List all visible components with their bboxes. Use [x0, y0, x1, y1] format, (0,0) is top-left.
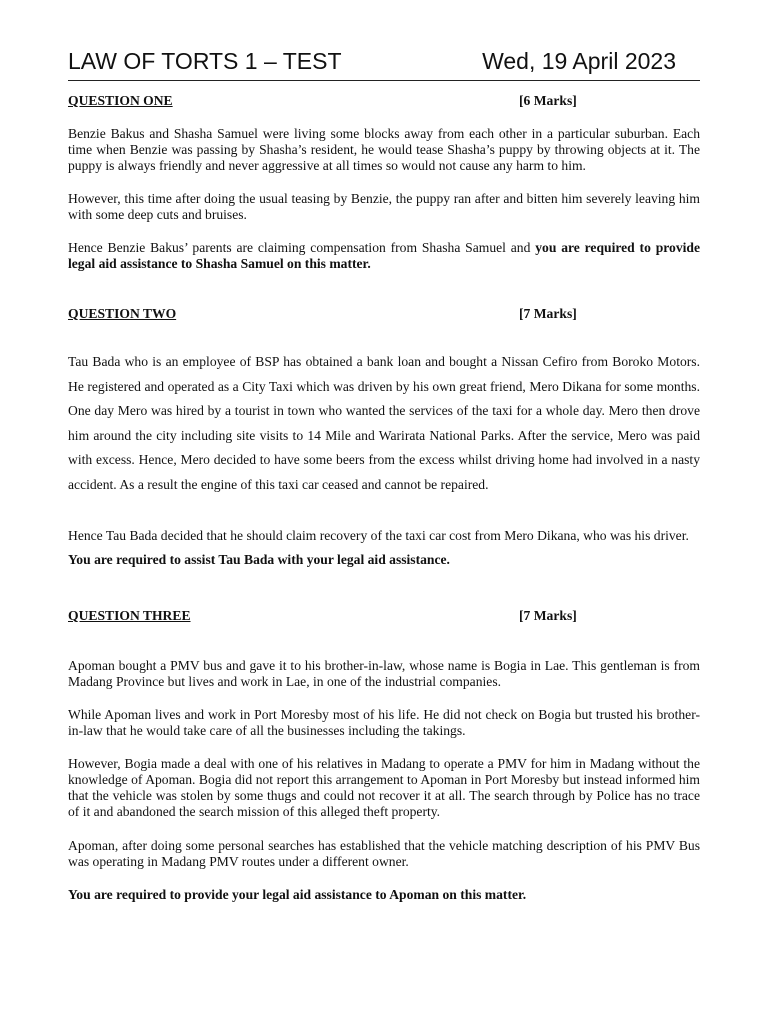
question-three-title: QUESTION THREE — [68, 608, 191, 623]
question-two-marks: [7 Marks] — [519, 306, 577, 321]
question-three-paragraph-2: While Apoman lives and work in Port Moresby most of his life. He did not check on Bogia but trusted his brother-in-law that he would take care of all the businesses including the takings. — [68, 707, 700, 738]
question-three-paragraph-1: Apoman bought a PMV bus and gave it to his brother-in-law, whose name is Bogia in Lae. This gentleman is from Madang Province but lives and work in Lae, in one of the industrial companies. — [68, 658, 700, 689]
question-three-paragraph-3: However, Bogia made a deal with one of his relatives in Madang to operate a PMV for him in Madang without the knowledge of Apoman. Bogia did not report this arrangement to Apoman in Port Moresby but instead informed him that the vehicle was stolen by some thugs and could not recover it at all. The search through by Police has no trace of it and abandoned the search mission of this alleged theft property. — [68, 756, 700, 819]
question-three-marks: [7 Marks] — [519, 608, 577, 623]
question-three-heading — [68, 608, 580, 624]
question-one-marks: [6 Marks] — [519, 93, 577, 108]
question-two-instruction: You are required to assist Tau Bada with your legal aid assistance. — [68, 552, 450, 567]
question-two-paragraph-2: Hence Tau Bada decided that he should claim recovery of the taxi car cost from Mero Dikana, who was his driver. — [68, 528, 689, 543]
question-one-instruction: you are required to provide legal aid assistance to Shasha Samuel on this matter. — [68, 240, 701, 271]
question-one-paragraph-2: However, this time after doing the usual teasing by Benzie, the puppy ran after and bitten him severely leaving him with some deep cuts and bruises. — [68, 191, 700, 222]
question-one-paragraph-1: Benzie Bakus and Shasha Samuel were living some blocks away from each other in a particular suburban. Each time when Benzie was passing by Shasha’s resident, he would tease Shasha’s puppy by throwing objects at it. The puppy is always friendly and never aggressive at all times so would not cause any harm to him. — [68, 126, 700, 173]
question-two-title: QUESTION TWO — [68, 306, 177, 321]
test-date: Wed, 19 April 2023 — [482, 48, 676, 74]
question-three-instruction: You are required to provide your legal aid assistance to Apoman on this matter. — [68, 887, 527, 902]
question-one-title: QUESTION ONE — [68, 93, 173, 108]
question-one-heading — [68, 93, 580, 109]
test-title: LAW OF TORTS 1 – TEST — [68, 48, 342, 74]
question-one-paragraph-3-text: Hence Benzie Bakus’ parents are claiming compensation from Shasha Samuel and — [68, 240, 536, 255]
question-two-paragraph-1: Tau Bada who is an employee of BSP has obtained a bank loan and bought a Nissan Cefiro from Boroko Motors. He registered and operated as a City Taxi which was driven by his own great friend, Mero Dikana for some months. One day Mero was hired by a tourist in town who wanted the services of the taxi for a whole day. Mero then drove him around the city including site visits to 14 Mile and Warirata National Parks. After the service, Mero was paid with excess. Hence, Mero decided to have some beers from the excess whilst driving home had involved in a nasty accident. As a result the engine of this taxi car ceased and cannot be repaired. — [68, 354, 700, 492]
question-one-paragraph-3 — [68, 240, 700, 272]
question-two-heading — [68, 306, 580, 322]
question-three-paragraph-4: Apoman, after doing some personal searches has established that the vehicle matching description of his PMV Bus was operating in Madang PMV routes under a different owner. — [68, 838, 700, 869]
page-header — [68, 46, 700, 81]
